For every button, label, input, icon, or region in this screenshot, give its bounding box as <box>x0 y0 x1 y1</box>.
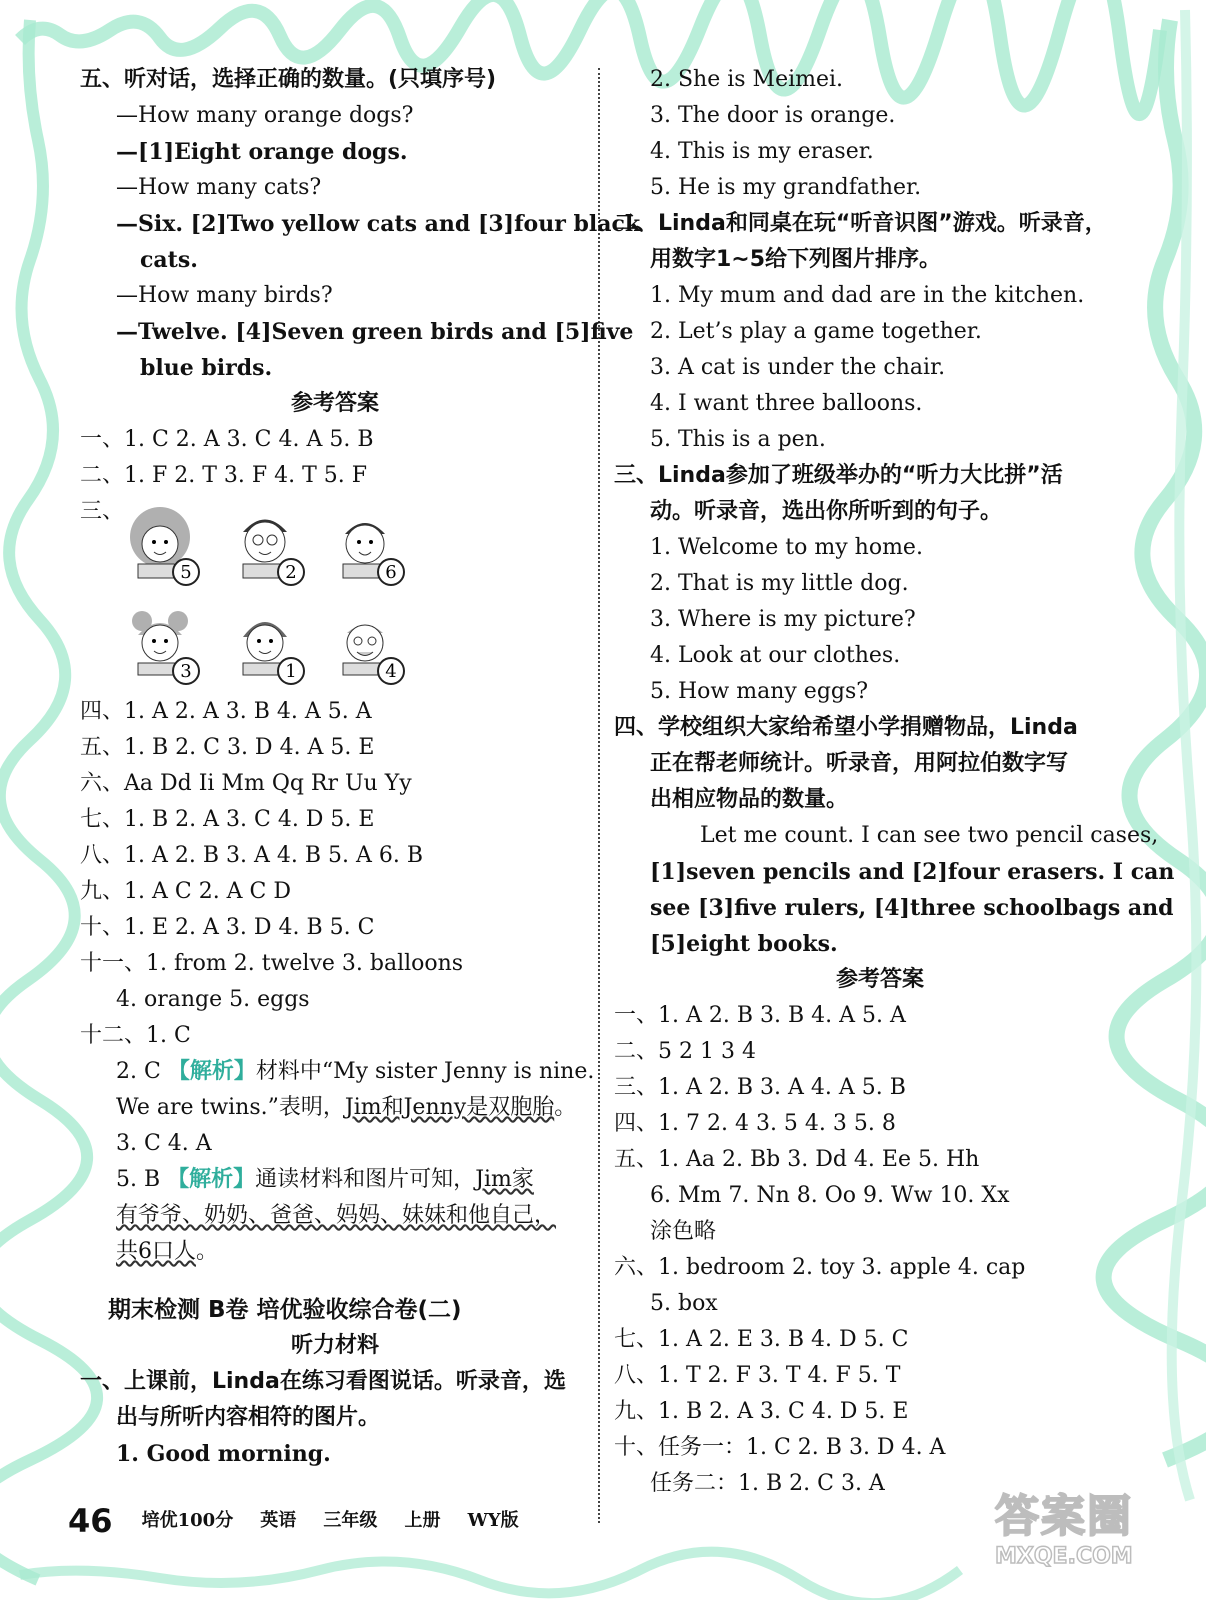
answer-row: 六、Aa Dd Ii Mm Qq Rr Uu Yy <box>80 771 412 796</box>
test-section-title: 期末检测 B卷 培优验收综合卷(二) <box>108 1297 462 1323</box>
script-line: 3. A cat is under the chair. <box>650 355 946 380</box>
jiexi-tag: 【解析】 <box>167 1167 256 1192</box>
script-line: 5. He is my grandfather. <box>650 175 922 200</box>
answer-row: 任务二：1. B 2. C 3. A <box>650 1471 885 1496</box>
script-line: 3. Where is my picture? <box>650 607 916 632</box>
explanation-underlined: 共6口人 <box>116 1239 196 1264</box>
page-number: 46 <box>68 1501 113 1540</box>
dialogue-line: cats. <box>140 247 198 273</box>
explanation-text: 。 <box>196 1239 219 1264</box>
explanation-underlined: 有爷爷、奶奶、爸爸、妈妈、妹妹和他自己， <box>116 1203 557 1228</box>
question-title: 四、学校组织大家给希望小学捐赠物品，Linda <box>614 715 1078 740</box>
script-line: 3. The door is orange. <box>650 103 896 128</box>
answer-row: 三、1. A 2. B 3. A 4. A 5. B <box>614 1075 906 1100</box>
script-line: 5. This is a pen. <box>650 427 826 452</box>
question-title: 出与所听内容相符的图片。 <box>116 1405 381 1430</box>
script-line: 2. She is Meimei. <box>650 67 844 92</box>
face-number: 5 <box>180 562 192 583</box>
answer-num: 2. C <box>116 1059 161 1084</box>
question-title: 动。听录音，选出你所听到的句子。 <box>650 499 1003 524</box>
script-line: 5. How many eggs? <box>650 679 869 704</box>
answer-row: 七、1. B 2. A 3. C 4. D 5. E <box>80 807 375 832</box>
face-number: 1 <box>285 661 297 682</box>
script-line: 4. I want three balloons. <box>650 391 923 416</box>
face-number: 6 <box>385 562 397 583</box>
answer-row-explained <box>80 1054 595 1090</box>
answer-row: 4. orange 5. eggs <box>116 987 310 1012</box>
face-old-man <box>325 599 415 689</box>
face-girl-buns <box>120 599 210 689</box>
footer-edition: WY版 <box>467 1509 519 1531</box>
dialogue-line: —Six. [2]Two yellow cats and [3]four black <box>116 211 641 237</box>
answer-key-title: 参考答案 <box>835 967 924 992</box>
answer-row: 九、1. B 2. A 3. C 4. D 5. E <box>614 1399 909 1424</box>
face-boy-short-hair <box>325 502 415 592</box>
answer-row: 八、1. T 2. F 3. T 4. F 5. T <box>614 1363 901 1388</box>
explanation-line <box>80 1234 590 1270</box>
dialogue-line: —How many cats? <box>116 175 322 200</box>
answer-row: 十一、1. from 2. twelve 3. balloons <box>80 951 464 976</box>
section-5-title: 五、听对话，选择正确的数量。(只填序号) <box>80 67 497 92</box>
question-title: 二、Linda和同桌在玩“听音识图”游戏。听录音， <box>614 211 1107 236</box>
explanation-underlined: Jim家 <box>475 1167 534 1192</box>
left-column <box>80 62 641 1472</box>
right-column <box>614 62 1175 1502</box>
face-boy-glasses <box>225 502 315 592</box>
footer-volume: 上册 <box>404 1509 441 1531</box>
explanation-underlined: Jim和Jenny是双胞胎 <box>344 1095 555 1120</box>
explanation-text: We are twins.”表明， <box>116 1095 345 1120</box>
answer-row: 二、5 2 1 3 4 <box>614 1039 756 1064</box>
dialogue-line: —[1]Eight orange dogs. <box>116 139 408 165</box>
answer-label: 三、 <box>80 499 125 524</box>
page-footer <box>68 1500 541 1540</box>
script-line: 1. Welcome to my home. <box>650 535 923 560</box>
script-line: 2. Let’s play a game together. <box>650 319 982 344</box>
dialogue-line: —How many birds? <box>116 283 333 308</box>
answer-row: 3. C 4. A <box>116 1131 212 1156</box>
script-line: 1. Good morning. <box>116 1441 331 1467</box>
question-title: 出相应物品的数量。 <box>650 787 849 812</box>
question-title: 用数字1~5给下列图片排序。 <box>650 247 942 272</box>
watermark-logo: 答案圈 <box>995 1491 1133 1542</box>
face-answer-grid <box>80 494 590 694</box>
face-number: 3 <box>180 661 192 682</box>
answer-row: 四、1. 7 2. 4 3. 5 4. 3 5. 8 <box>614 1111 896 1136</box>
answer-row: 二、1. F 2. T 3. F 4. T 5. F <box>80 463 368 488</box>
watermark-url: MXQE.COM <box>995 1544 1133 1569</box>
script-line: 4. Look at our clothes. <box>650 643 901 668</box>
script-paragraph-line: [1]seven pencils and [2]four erasers. I can <box>650 859 1175 885</box>
answer-row-explained <box>80 1162 590 1198</box>
question-title: 三、Linda参加了班级举办的“听力大比拼”活 <box>614 463 1063 488</box>
answer-row: 六、1. bedroom 2. toy 3. apple 4. cap <box>614 1255 1026 1280</box>
watermark <box>995 1480 1170 1570</box>
face-number: 4 <box>385 661 397 682</box>
question-title: 一、上课前，Linda在练习看图说话。听录音，选 <box>80 1369 566 1394</box>
answer-row: 6. Mm 7. Nn 8. Oo 9. Ww 10. Xx <box>650 1183 1010 1208</box>
answer-row: 七、1. A 2. E 3. B 4. D 5. C <box>614 1327 909 1352</box>
explanation-text: 材料中“My sister Jenny is nine. <box>255 1059 595 1084</box>
answer-row: 一、1. A 2. B 3. B 4. A 5. A <box>614 1003 906 1028</box>
script-line: 1. My mum and dad are in the kitchen. <box>650 283 1085 308</box>
question-title: 正在帮老师统计。听录音，用阿拉伯数字写 <box>650 751 1069 776</box>
explanation-text: 通读材料和图片可知， <box>255 1167 476 1192</box>
answer-row: 十、任务一：1. C 2. B 3. D 4. A <box>614 1435 946 1460</box>
answer-row: 五、1. Aa 2. Bb 3. Dd 4. Ee 5. Hh <box>614 1147 980 1172</box>
footer-subject: 英语 <box>260 1509 297 1531</box>
answer-row: 十二、1. C <box>80 1023 191 1048</box>
explanation-line <box>80 1090 590 1126</box>
dialogue-line: blue birds. <box>140 355 273 381</box>
footer-book-title: 培优100分 <box>141 1509 234 1531</box>
answer-row: 八、1. A 2. B 3. A 4. B 5. A 6. B <box>80 843 424 868</box>
script-paragraph-line: see [3]five rulers, [4]three schoolbags and <box>650 895 1174 921</box>
dialogue-line: —Twelve. [4]Seven green birds and [5]five <box>116 319 634 345</box>
face-girl-curly <box>120 502 210 592</box>
answer-row: 五、1. B 2. C 3. D 4. A 5. E <box>80 735 375 760</box>
script-line: 2. That is my little dog. <box>650 571 909 596</box>
answer-key-title: 参考答案 <box>290 391 379 416</box>
answer-row: 5. box <box>650 1291 718 1316</box>
face-old-woman <box>225 599 315 689</box>
answer-row: 涂色略 <box>650 1219 717 1244</box>
answer-row: 一、1. C 2. A 3. C 4. A 5. B <box>80 427 374 452</box>
footer-grade: 三年级 <box>323 1509 378 1531</box>
script-paragraph-line: [5]eight books. <box>650 931 838 957</box>
jiexi-tag: 【解析】 <box>167 1059 256 1084</box>
script-paragraph-line: Let me count. I can see two pencil cases, <box>700 823 1159 848</box>
column-divider <box>598 68 600 1523</box>
explanation-line <box>80 1198 590 1234</box>
face-number: 2 <box>285 562 297 583</box>
answer-row: 十、1. E 2. A 3. D 4. B 5. C <box>80 915 375 940</box>
script-line: 4. This is my eraser. <box>650 139 874 164</box>
listening-material-title: 听力材料 <box>290 1333 379 1358</box>
answer-row: 九、1. A C 2. A C D <box>80 879 292 904</box>
explanation-text: 。 <box>554 1095 577 1120</box>
dialogue-line: —How many orange dogs? <box>116 103 414 128</box>
answer-num: 5. B <box>116 1167 161 1192</box>
answer-row: 四、1. A 2. A 3. B 4. A 5. A <box>80 699 372 724</box>
